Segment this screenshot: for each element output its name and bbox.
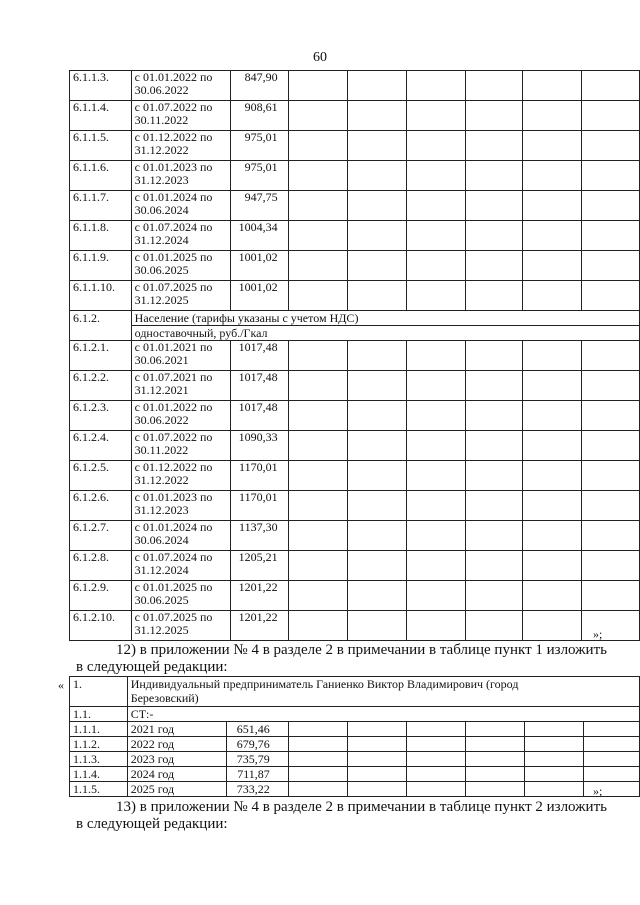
empty-cell xyxy=(465,131,523,161)
period-end: 31.12.2023 xyxy=(134,173,189,187)
empty-cell xyxy=(348,221,407,251)
period-end: 31.12.2025 xyxy=(134,293,189,307)
empty-cell xyxy=(348,752,407,767)
empty-cell xyxy=(465,782,524,797)
empty-cell xyxy=(465,101,523,131)
empty-cell xyxy=(288,71,348,101)
period-end: 30.06.2022 xyxy=(134,83,189,97)
row-value: 1201,22 xyxy=(230,611,288,641)
empty-cell xyxy=(583,782,639,797)
row-code: 6.1.1.8. xyxy=(70,221,132,251)
period-end: 30.06.2021 xyxy=(134,353,189,367)
empty-cell xyxy=(288,581,348,611)
empty-cell xyxy=(525,767,583,782)
empty-cell xyxy=(523,491,582,521)
period-start: с 01.07.2025 по xyxy=(134,610,213,624)
table-row xyxy=(70,401,640,431)
empty-cell xyxy=(465,752,524,767)
empty-cell xyxy=(348,131,407,161)
table-row xyxy=(70,251,640,281)
t2-header-line1: Индивидуальный предприниматель Ганиенко Виктор Владимирович (город xyxy=(130,677,519,691)
row-value: 1017,48 xyxy=(230,341,288,371)
empty-cell xyxy=(465,341,523,371)
empty-cell xyxy=(407,767,465,782)
row-code: 1.1.2. xyxy=(70,737,128,752)
empty-cell xyxy=(523,371,582,401)
row-code: 6.1.2.8. xyxy=(70,551,132,581)
empty-cell xyxy=(465,491,523,521)
empty-cell xyxy=(288,782,347,797)
empty-cell xyxy=(523,281,582,311)
period-end: 30.11.2022 xyxy=(134,443,189,457)
empty-cell xyxy=(582,551,640,581)
empty-cell xyxy=(348,371,407,401)
empty-cell xyxy=(348,521,407,551)
row-period xyxy=(131,131,230,161)
empty-cell xyxy=(582,431,640,461)
empty-cell xyxy=(465,161,523,191)
row-code: 6.1.2.1. xyxy=(70,341,132,371)
empty-cell xyxy=(523,551,582,581)
table-row xyxy=(70,581,640,611)
empty-cell xyxy=(407,281,466,311)
empty-cell xyxy=(582,161,640,191)
table-row xyxy=(70,752,640,767)
period-end: 30.06.2025 xyxy=(134,593,189,607)
empty-cell xyxy=(582,191,640,221)
empty-cell xyxy=(348,191,407,221)
empty-cell xyxy=(407,161,466,191)
period-end: 31.12.2024 xyxy=(134,233,189,247)
empty-cell xyxy=(288,131,348,161)
empty-cell xyxy=(288,101,348,131)
row-code: 6.1.2.5. xyxy=(70,461,132,491)
empty-cell xyxy=(523,251,582,281)
row-code: 6.1.1.10. xyxy=(70,281,132,311)
empty-cell xyxy=(288,461,348,491)
empty-cell xyxy=(407,101,466,131)
empty-cell xyxy=(407,191,466,221)
empty-cell xyxy=(288,401,348,431)
row-code: 6.1.2.3. xyxy=(70,401,132,431)
row-value: 908,61 xyxy=(230,101,288,131)
period-start: с 01.01.2022 по xyxy=(134,70,213,84)
row-value: 975,01 xyxy=(230,161,288,191)
row-period xyxy=(131,161,230,191)
empty-cell xyxy=(525,737,583,752)
empty-cell xyxy=(523,191,582,221)
row-code: 1.1.1. xyxy=(70,722,128,737)
section-title: Население (тарифы указаны с учетом НДС) xyxy=(131,311,639,326)
row-year: 2024 год xyxy=(127,767,226,782)
empty-cell xyxy=(348,611,407,641)
period-end: 31.12.2023 xyxy=(134,503,189,517)
row-code: 6.1.1.9. xyxy=(70,251,132,281)
empty-cell xyxy=(288,371,348,401)
empty-cell xyxy=(523,131,582,161)
empty-cell xyxy=(288,737,347,752)
row-period xyxy=(131,251,230,281)
t2-sub-code: 1.1. xyxy=(70,707,128,722)
period-start: с 01.07.2022 по xyxy=(134,100,213,114)
empty-cell xyxy=(583,767,639,782)
row-value: 679,76 xyxy=(226,737,288,752)
table-row xyxy=(70,521,640,551)
empty-cell xyxy=(523,71,582,101)
empty-cell xyxy=(582,281,640,311)
row-code: 6.1.1.5. xyxy=(70,131,132,161)
empty-cell xyxy=(288,341,348,371)
row-code: 6.1.2.6. xyxy=(70,491,132,521)
row-value: 1201,22 xyxy=(230,581,288,611)
empty-cell xyxy=(407,752,465,767)
empty-cell xyxy=(407,581,466,611)
page-number: 60 xyxy=(313,50,327,65)
empty-cell xyxy=(525,782,583,797)
row-value: 1001,02 xyxy=(230,281,288,311)
empty-cell xyxy=(348,161,407,191)
row-code: 6.1.2.10. xyxy=(70,611,132,641)
table-row xyxy=(70,722,640,737)
section-code: 6.1.2. xyxy=(70,311,132,341)
period-end: 30.06.2022 xyxy=(134,413,189,427)
row-value: 1017,48 xyxy=(230,371,288,401)
empty-cell xyxy=(465,371,523,401)
row-value: 651,46 xyxy=(226,722,288,737)
row-value: 1004,34 xyxy=(230,221,288,251)
period-end: 30.06.2024 xyxy=(134,533,189,547)
empty-cell xyxy=(348,581,407,611)
row-period xyxy=(131,71,230,101)
empty-cell xyxy=(582,521,640,551)
paragraph-12-line1: 12) в приложении № 4 в разделе 2 в примечании в таблице пункт 1 изложить xyxy=(116,642,607,658)
empty-cell xyxy=(407,131,466,161)
empty-cell xyxy=(582,581,640,611)
table-row xyxy=(70,551,640,581)
empty-cell xyxy=(465,281,523,311)
row-year: 2022 год xyxy=(127,737,226,752)
empty-cell xyxy=(348,737,407,752)
opening-quote: « xyxy=(58,678,64,692)
empty-cell xyxy=(348,782,407,797)
empty-cell xyxy=(465,221,523,251)
tariff-table-entrepreneur xyxy=(69,676,640,797)
section-subtitle: одноставочный, руб./Гкал xyxy=(131,326,639,341)
t2-sub-label: СТ:- xyxy=(127,707,639,722)
empty-cell xyxy=(407,491,466,521)
empty-cell xyxy=(348,461,407,491)
t2-header-code: 1. xyxy=(70,677,128,707)
tariff-table-heat xyxy=(69,70,640,641)
period-end: 31.12.2022 xyxy=(134,143,189,157)
period-start: с 01.01.2021 по xyxy=(134,340,213,354)
t2-header-text xyxy=(127,677,639,707)
row-period xyxy=(131,611,230,641)
empty-cell xyxy=(465,461,523,491)
paragraph-13-line1: 13) в приложении № 4 в разделе 2 в примечании в таблице пункт 2 изложить xyxy=(116,799,607,815)
row-period xyxy=(131,341,230,371)
row-value: 1170,01 xyxy=(230,491,288,521)
table-row xyxy=(70,461,640,491)
row-value: 1001,02 xyxy=(230,251,288,281)
empty-cell xyxy=(288,722,347,737)
empty-cell xyxy=(465,431,523,461)
table-row xyxy=(70,371,640,401)
period-start: с 01.07.2024 по xyxy=(134,220,213,234)
table-row xyxy=(70,101,640,131)
empty-cell xyxy=(582,101,640,131)
table-row xyxy=(70,131,640,161)
row-period xyxy=(131,461,230,491)
empty-cell xyxy=(407,737,465,752)
row-value: 975,01 xyxy=(230,131,288,161)
empty-cell xyxy=(582,251,640,281)
period-end: 31.12.2024 xyxy=(134,563,189,577)
empty-cell xyxy=(465,722,524,737)
empty-cell xyxy=(465,521,523,551)
row-period xyxy=(131,221,230,251)
period-end: 31.12.2021 xyxy=(134,383,189,397)
empty-cell xyxy=(288,611,348,641)
table-row xyxy=(70,281,640,311)
period-end: 31.12.2022 xyxy=(134,473,189,487)
row-code: 1.1.3. xyxy=(70,752,128,767)
row-code: 6.1.2.4. xyxy=(70,431,132,461)
table-row xyxy=(70,191,640,221)
empty-cell xyxy=(407,611,466,641)
empty-cell xyxy=(407,521,466,551)
row-value: 1170,01 xyxy=(230,461,288,491)
period-start: с 01.07.2022 по xyxy=(134,430,213,444)
table-row xyxy=(70,221,640,251)
row-value: 1137,30 xyxy=(230,521,288,551)
table-row xyxy=(70,341,640,371)
empty-cell xyxy=(288,281,348,311)
row-period xyxy=(131,101,230,131)
row-code: 6.1.2.7. xyxy=(70,521,132,551)
row-year: 2023 год xyxy=(127,752,226,767)
empty-cell xyxy=(525,752,583,767)
empty-cell xyxy=(348,101,407,131)
period-start: с 01.07.2021 по xyxy=(134,370,213,384)
row-code: 1.1.5. xyxy=(70,782,128,797)
empty-cell xyxy=(407,221,466,251)
period-start: с 01.01.2023 по xyxy=(134,490,213,504)
period-start: с 01.01.2023 по xyxy=(134,160,213,174)
empty-cell xyxy=(407,722,465,737)
period-start: с 01.01.2024 по xyxy=(134,190,213,204)
empty-cell xyxy=(465,251,523,281)
row-period xyxy=(131,431,230,461)
table-row xyxy=(70,767,640,782)
paragraph-12-line2: в следующей редакции: xyxy=(76,659,228,675)
row-period xyxy=(131,281,230,311)
empty-cell xyxy=(348,491,407,521)
empty-cell xyxy=(348,551,407,581)
row-year: 2021 год xyxy=(127,722,226,737)
empty-cell xyxy=(407,401,466,431)
row-value: 711,87 xyxy=(226,767,288,782)
table-row xyxy=(70,431,640,461)
empty-cell xyxy=(407,551,466,581)
empty-cell xyxy=(523,101,582,131)
empty-cell xyxy=(407,251,466,281)
empty-cell xyxy=(465,611,523,641)
empty-cell xyxy=(288,752,347,767)
row-period xyxy=(131,371,230,401)
period-start: с 01.01.2024 по xyxy=(134,520,213,534)
empty-cell xyxy=(465,401,523,431)
table-row xyxy=(70,737,640,752)
empty-cell xyxy=(465,551,523,581)
table-row xyxy=(70,611,640,641)
empty-cell xyxy=(407,461,466,491)
empty-cell xyxy=(525,722,583,737)
row-value: 1090,33 xyxy=(230,431,288,461)
empty-cell xyxy=(523,221,582,251)
empty-cell xyxy=(348,431,407,461)
paragraph-13-line2: в следующей редакции: xyxy=(76,816,228,832)
empty-cell xyxy=(288,191,348,221)
row-code: 6.1.1.7. xyxy=(70,191,132,221)
empty-cell xyxy=(523,161,582,191)
period-end: 30.11.2022 xyxy=(134,113,189,127)
empty-cell xyxy=(407,371,466,401)
period-start: с 01.12.2022 по xyxy=(134,460,213,474)
period-start: с 01.01.2025 по xyxy=(134,580,213,594)
row-value: 947,75 xyxy=(230,191,288,221)
empty-cell xyxy=(348,71,407,101)
t2-header-line2: Березовский) xyxy=(130,691,199,705)
table-row xyxy=(70,491,640,521)
empty-cell xyxy=(407,782,465,797)
row-code: 6.1.1.6. xyxy=(70,161,132,191)
empty-cell xyxy=(407,341,466,371)
empty-cell xyxy=(523,461,582,491)
row-code: 6.1.1.4. xyxy=(70,101,132,131)
empty-cell xyxy=(582,131,640,161)
row-code: 6.1.2.9. xyxy=(70,581,132,611)
empty-cell xyxy=(582,71,640,101)
period-start: с 01.01.2022 по xyxy=(134,400,213,414)
row-year: 2025 год xyxy=(127,782,226,797)
empty-cell xyxy=(582,221,640,251)
row-period xyxy=(131,401,230,431)
empty-cell xyxy=(465,191,523,221)
empty-cell xyxy=(465,581,523,611)
empty-cell xyxy=(582,611,640,641)
row-period xyxy=(131,191,230,221)
period-end: 31.12.2025 xyxy=(134,623,189,637)
empty-cell xyxy=(583,722,639,737)
row-value: 735,79 xyxy=(226,752,288,767)
period-end: 30.06.2025 xyxy=(134,263,189,277)
period-end: 30.06.2024 xyxy=(134,203,189,217)
empty-cell xyxy=(348,722,407,737)
empty-cell xyxy=(348,767,407,782)
empty-cell xyxy=(465,737,524,752)
empty-cell xyxy=(583,752,639,767)
empty-cell xyxy=(288,551,348,581)
table-row xyxy=(70,782,640,797)
empty-cell xyxy=(288,251,348,281)
empty-cell xyxy=(582,491,640,521)
row-value: 1205,21 xyxy=(230,551,288,581)
empty-cell xyxy=(288,221,348,251)
empty-cell xyxy=(582,461,640,491)
empty-cell xyxy=(523,401,582,431)
empty-cell xyxy=(407,71,466,101)
empty-cell xyxy=(523,611,582,641)
empty-cell xyxy=(523,431,582,461)
row-period xyxy=(131,551,230,581)
row-code: 6.1.2.2. xyxy=(70,371,132,401)
period-start: с 01.12.2022 по xyxy=(134,130,213,144)
row-code: 6.1.1.3. xyxy=(70,71,132,101)
empty-cell xyxy=(348,251,407,281)
row-value: 847,90 xyxy=(230,71,288,101)
empty-cell xyxy=(523,341,582,371)
closing-quote-2: »; xyxy=(593,784,603,798)
empty-cell xyxy=(288,767,347,782)
row-period xyxy=(131,521,230,551)
empty-cell xyxy=(583,737,639,752)
table-row xyxy=(70,161,640,191)
empty-cell xyxy=(582,371,640,401)
empty-cell xyxy=(465,71,523,101)
empty-cell xyxy=(582,341,640,371)
period-start: с 01.07.2024 по xyxy=(134,550,213,564)
period-start: с 01.01.2025 по xyxy=(134,250,213,264)
row-period xyxy=(131,491,230,521)
empty-cell xyxy=(288,521,348,551)
row-period xyxy=(131,581,230,611)
empty-cell xyxy=(407,431,466,461)
empty-cell xyxy=(582,401,640,431)
row-value: 1017,48 xyxy=(230,401,288,431)
empty-cell xyxy=(348,401,407,431)
period-start: с 01.07.2025 по xyxy=(134,280,213,294)
empty-cell xyxy=(348,281,407,311)
row-code: 1.1.4. xyxy=(70,767,128,782)
closing-quote: »; xyxy=(593,627,603,641)
empty-cell xyxy=(523,521,582,551)
empty-cell xyxy=(288,431,348,461)
empty-cell xyxy=(288,161,348,191)
empty-cell xyxy=(288,491,348,521)
empty-cell xyxy=(523,581,582,611)
row-value: 733,22 xyxy=(226,782,288,797)
empty-cell xyxy=(465,767,524,782)
empty-cell xyxy=(348,341,407,371)
table-row xyxy=(70,71,640,101)
